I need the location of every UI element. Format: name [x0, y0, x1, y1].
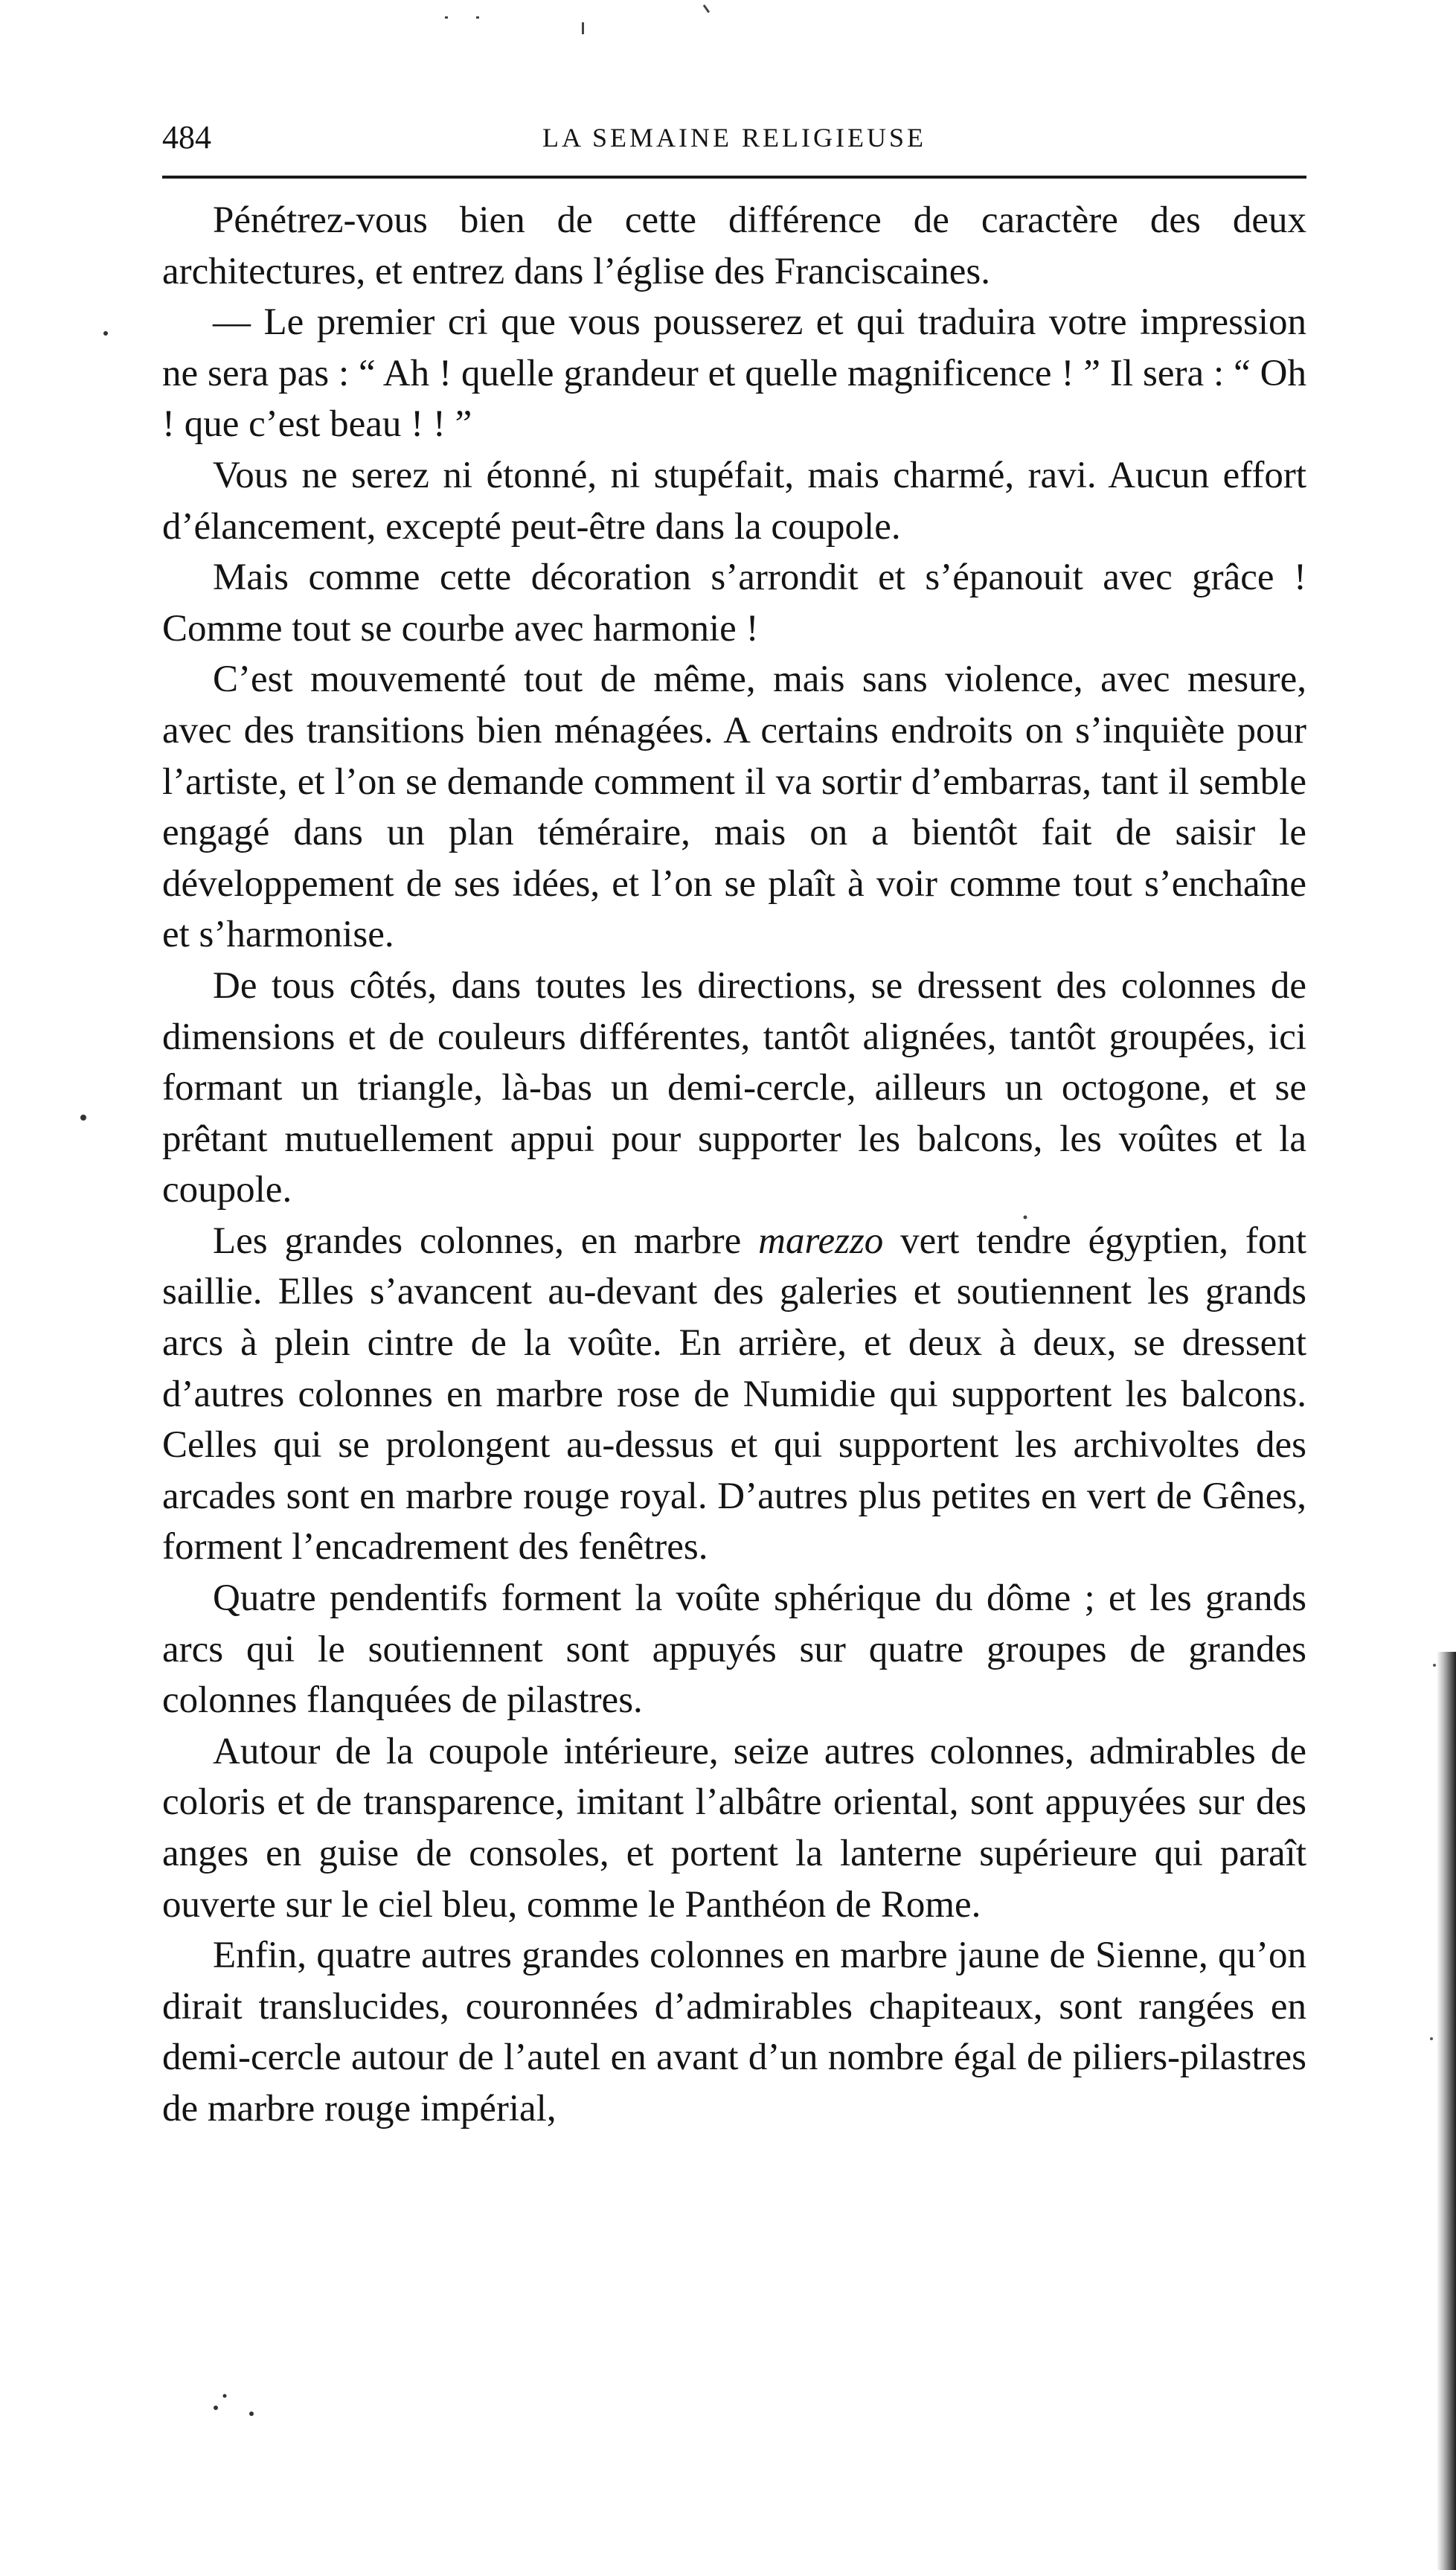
paragraph-text: Mais comme cette décoration s’arrondit et s’épanouit avec grâce ! Comme tout se courbe avec harmonie !: [162, 557, 1306, 650]
page-number: 484: [162, 119, 211, 156]
header-rule: [162, 176, 1306, 179]
paragraph: [162, 297, 1306, 450]
paragraph: [162, 1930, 1306, 2134]
paragraph-text: Vous ne serez ni étonné, ni stupéfait, mais charmé, ravi. Aucun effort d’élancement, excepté peut-être dans la coupole.: [162, 454, 1306, 548]
paragraph-text: De tous côtés, dans toutes les directions, se dressent des colonnes de dimensions et de couleurs différentes, tantôt alignées, tantôt groupées, ici formant un triangle, là-bas un demi-cercle, ailleurs un octogone, et se prêtant mutuellement appui pour supporter les balcons, les voûtes et la coupole.: [162, 964, 1306, 1211]
speck: [703, 4, 710, 13]
paragraph: [162, 450, 1306, 552]
speck: [1433, 1664, 1436, 1667]
paragraph-text: Pénétrez-vous bien de cette différence de caractère des deux architectures, et entrez dans l’église des Franciscaines.: [162, 199, 1306, 292]
paragraph-text: C’est mouvementé tout de même, mais sans violence, avec mesure, avec des transitions bien ménagées. A certains endroits on s’inquiète pour l’artiste, et l’on se demande comment il va sortir d’embarras, tant il semble engagé dans un plan téméraire, mais on a bientôt fait de saisir le développement de ses idées, et l’on se plaît à voir comme tout s’enchaîne et s’harmonise.: [162, 658, 1306, 956]
body-text: [162, 195, 1306, 2135]
paragraph: [162, 961, 1306, 1216]
speck: [214, 2406, 218, 2410]
paragraph: [162, 654, 1306, 961]
paragraph-text: Autour de la coupole intérieure, seize autres colonnes, admirables de coloris et de transparence, imitant l’albâtre oriental, sont appuyées sur des anges en guise de consoles, et portent la lanterne supérieure qui paraît ouverte sur le ciel bleu, comme le Panthéon de Rome.: [162, 1730, 1306, 1926]
running-title: LA SEMAINE RELIGIEUSE: [542, 123, 926, 153]
paragraph: [162, 1216, 1306, 1573]
speck: [103, 331, 108, 336]
paragraph-text: Enfin, quatre autres grandes colonnes en marbre jaune de Sienne, qu’on dirait translucides, couronnées d’admirables chapiteaux, sont rangées en demi-cercle autour de l’autel en avant d’un nombre égal de piliers-pilastres de marbre rouge impérial,: [162, 1935, 1306, 2130]
italic-term: marezzo: [758, 1220, 884, 1262]
speck: [1430, 2037, 1433, 2040]
page-header: [162, 112, 1306, 171]
paragraph-text: vert tendre égyptien, font saillie. Elles s’avancent au-devant des galeries et soutiennent les grands arcs à plein cintre de la voûte. En arrière, et deux à deux, se dressent d’autres colonnes en marbre rose de Numidie qui supportent les balcons. Celles qui se prolongent au-dessus et qui supportent les archivoltes des arcades sont en marbre rouge royal. D’autres plus petites en vert de Gênes, forment l’encadrement des fenêtres.: [162, 1220, 1306, 1568]
speck: [445, 16, 448, 19]
speck: [476, 16, 479, 19]
speck: [249, 2412, 254, 2416]
paragraph: [162, 552, 1306, 654]
paragraph: [162, 1726, 1306, 1930]
paragraph-text: Quatre pendentifs forment la voûte sphérique du dôme ; et les grands arcs qui le soutiennent sont appuyés sur quatre groupes de grandes colonnes flanquées de pilastres.: [162, 1577, 1306, 1722]
page-edge-shadow: [1437, 1652, 1456, 2570]
paragraph: [162, 1573, 1306, 1726]
paragraph: [162, 195, 1306, 297]
speck: [223, 2394, 227, 2398]
paragraph-text: — Le premier cri que vous pousserez et qui traduira votre impression ne sera pas : “ Ah ! quelle grandeur et quelle magnificence ! ” Il sera : “ Oh ! que c’est beau ! ! ”: [162, 301, 1306, 446]
paragraph-text: Les grandes colonnes, en marbre: [213, 1220, 759, 1262]
speck: [582, 22, 584, 34]
speck: [80, 1115, 86, 1121]
